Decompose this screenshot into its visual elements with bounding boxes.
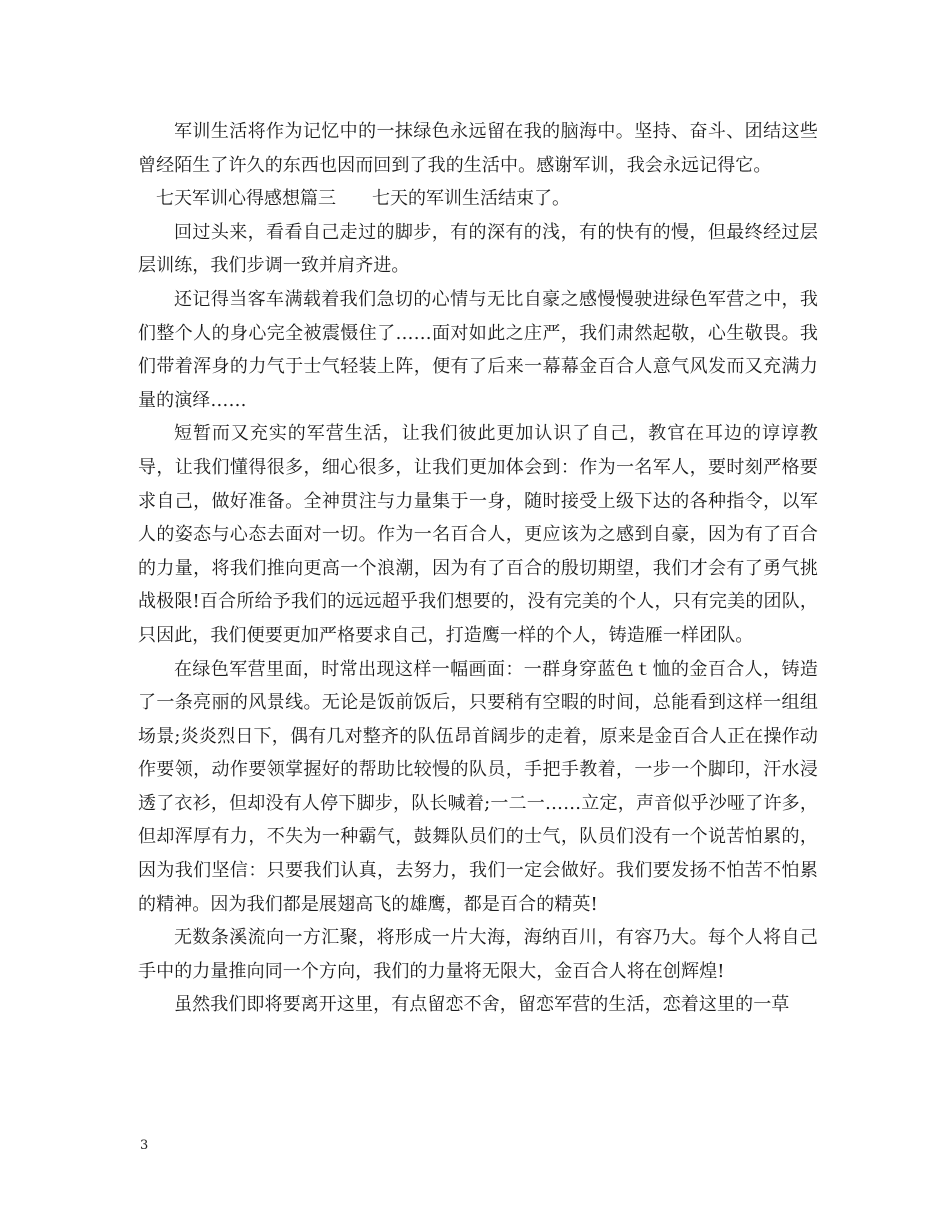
page-number: 3 (140, 1138, 149, 1153)
section-heading-line (138, 182, 818, 216)
paragraph-7: 虽然我们即将要离开这里，有点留恋不舍，留恋军营的生活，恋着这里的一草 (174, 994, 790, 1016)
section-heading-text: 七天的军训生活结束了。 (372, 188, 570, 210)
paragraph-6: 无数条溪流向一方汇聚，将形成一片大海，海纳百川，有容乃大。每个人将自己手中的力量推向同一个方向，我们的力量将无限大，金百合人将在创辉煌! (138, 927, 818, 982)
document-body (138, 115, 818, 1022)
paragraph-2: 回过头来，看看自己走过的脚步，有的深有的浅，有的快有的慢，但最终经过层层训练，我们步调一致并肩齐进。 (138, 221, 818, 277)
paragraph-4: 短暂而又充实的军营生活，让我们彼此更加认识了自己，教官在耳边的谆谆教导，让我们懂得很多，细心很多，让我们更加体会到：作为一名军人，要时刻严格要求自己，做好准备。全神贯注与力量集于一身，随时接受上级下达的各种指令，以军人的姿态与心态去面对一切。作为一名百合人，更应该为之感到自豪，因为有了百合的力量，将我们推向更高一个浪潮，因为有了百合的殷切期望，我们才会有了勇气挑战极限!百合所给予我们的远远超乎我们想要的，没有完美的个人，只有完美的团队，只因此，我们便要更加严格要求自己，打造鹰一样的个人，铸造雁一样团队。 (138, 423, 818, 646)
paragraph-5: 在绿色军营里面，时常出现这样一幅画面：一群身穿蓝色ｔ恤的金百合人，铸造了一条亮丽的风景线。无论是饭前饭后，只要稍有空暇的时间，总能看到这样一组组场景;炎炎烈日下，偶有几对整齐的队伍昂首阔步的走着，原来是金百合人正在操作动作要领，动作要领掌握好的帮助比较慢的队员，手把手教着，一步一个脚印，汗水浸透了衣衫，但却没有人停下脚步，队长喊着;一二一……立定，声音似乎沙哑了许多，但却浑厚有力，不失为一种霸气，鼓舞队员们的士气，队员们没有一个说苦怕累的，因为我们坚信：只要我们认真，去努力，我们一定会做好。我们要发扬不怕苦不怕累的精神。因为我们都是展翅高飞的雄鹰，都是百合的精英! (138, 658, 818, 915)
paragraph-1: 军训生活将作为记忆中的一抹绿色永远留在我的脑海中。坚持、奋斗、团结这些曾经陌生了许久的东西也因而回到了我的生活中。感谢军训，我会永远记得它。 (138, 121, 818, 176)
paragraph-3: 还记得当客车满载着我们急切的心情与无比自豪之感慢慢驶进绿色军营之中，我们整个人的身心完全被震慑住了……面对如此之庄严，我们肃然起敬，心生敬畏。我们带着浑身的力气于士气轻装上阵，便有了后来一幕幕金百合人意气风发而又充满力量的演绎…… (138, 288, 818, 411)
section-heading-title: 七天军训心得感想篇三 (156, 188, 336, 210)
